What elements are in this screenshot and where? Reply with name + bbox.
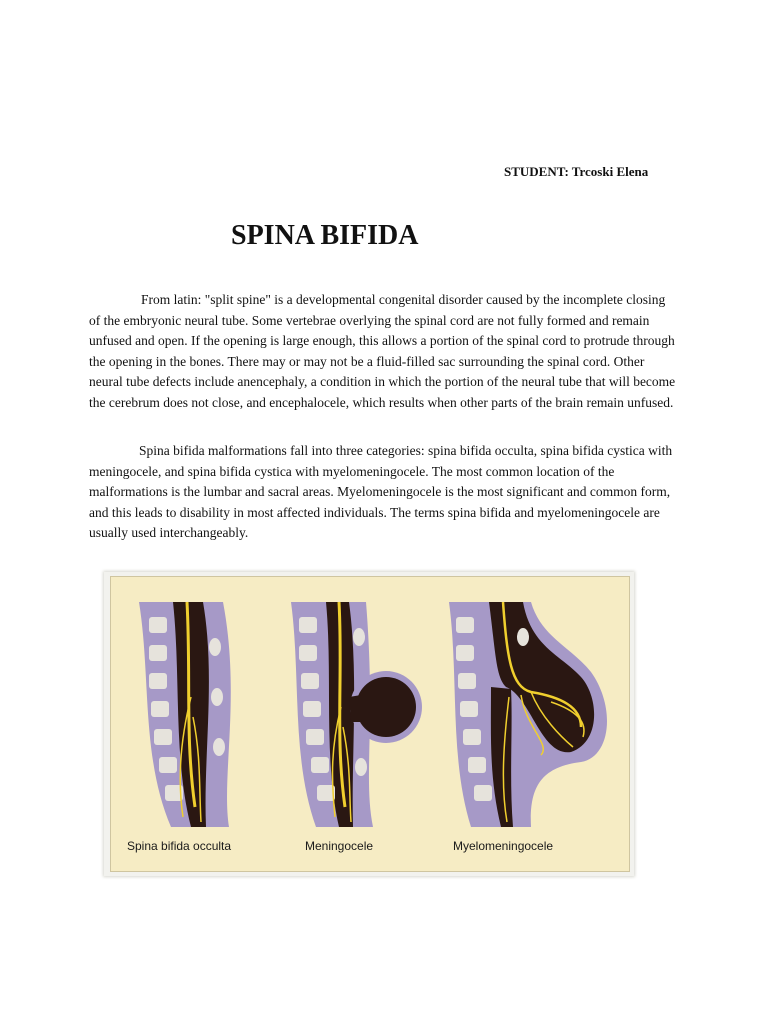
spine-panel-meningocele xyxy=(291,602,422,827)
figure-frame xyxy=(104,572,634,876)
paragraph-categories-text: Spina bifida malformations fall into three categories: spina bifida occulta, spina bifida cystica with meningocele, and spina bifida cystica with myelomeningocele. The most common location of the malformations is the lumbar and sacral areas. Myelomeningocele is the most significant and common form, and this leads to disability in most affected individuals. The terms spina bifida and myelomeningocele are usually used interchangeably. xyxy=(89,443,673,541)
paragraph-categories xyxy=(89,441,677,544)
caption-myelomeningocele: Myelomeningocele xyxy=(453,839,554,853)
paragraph-intro-text: From latin: "split spine" is a developmental congenital disorder caused by the incomplete closing of the embryonic neural tube. Some vertebrae overlying the spinal cord are not fully formed and remain unfused and open. If the opening is large enough, this allows a portion of the spinal cord to protrude through the opening in the bones. There may or may not be a fluid-filled sac surrounding the spinal cord. Other neural tube defects include anencephaly, a condition in which the portion of the neural tube that will become the cerebrum does not close, and encephalocele, which results when other parts of the brain remain unfused. xyxy=(89,292,676,410)
student-name: STUDENT: Trcoski Elena xyxy=(504,164,649,179)
spine-panel-occulta xyxy=(139,602,231,827)
spine-diagram xyxy=(111,577,629,871)
document-title: SPINA BIFIDA xyxy=(231,220,419,251)
caption-occulta: Spina bifida occulta xyxy=(127,839,232,853)
spine-panel-myelomeningocele xyxy=(449,602,607,827)
caption-meningocele: Meningocele xyxy=(305,839,374,853)
spina-bifida-illustration xyxy=(110,576,630,872)
paragraph-intro xyxy=(89,290,677,414)
